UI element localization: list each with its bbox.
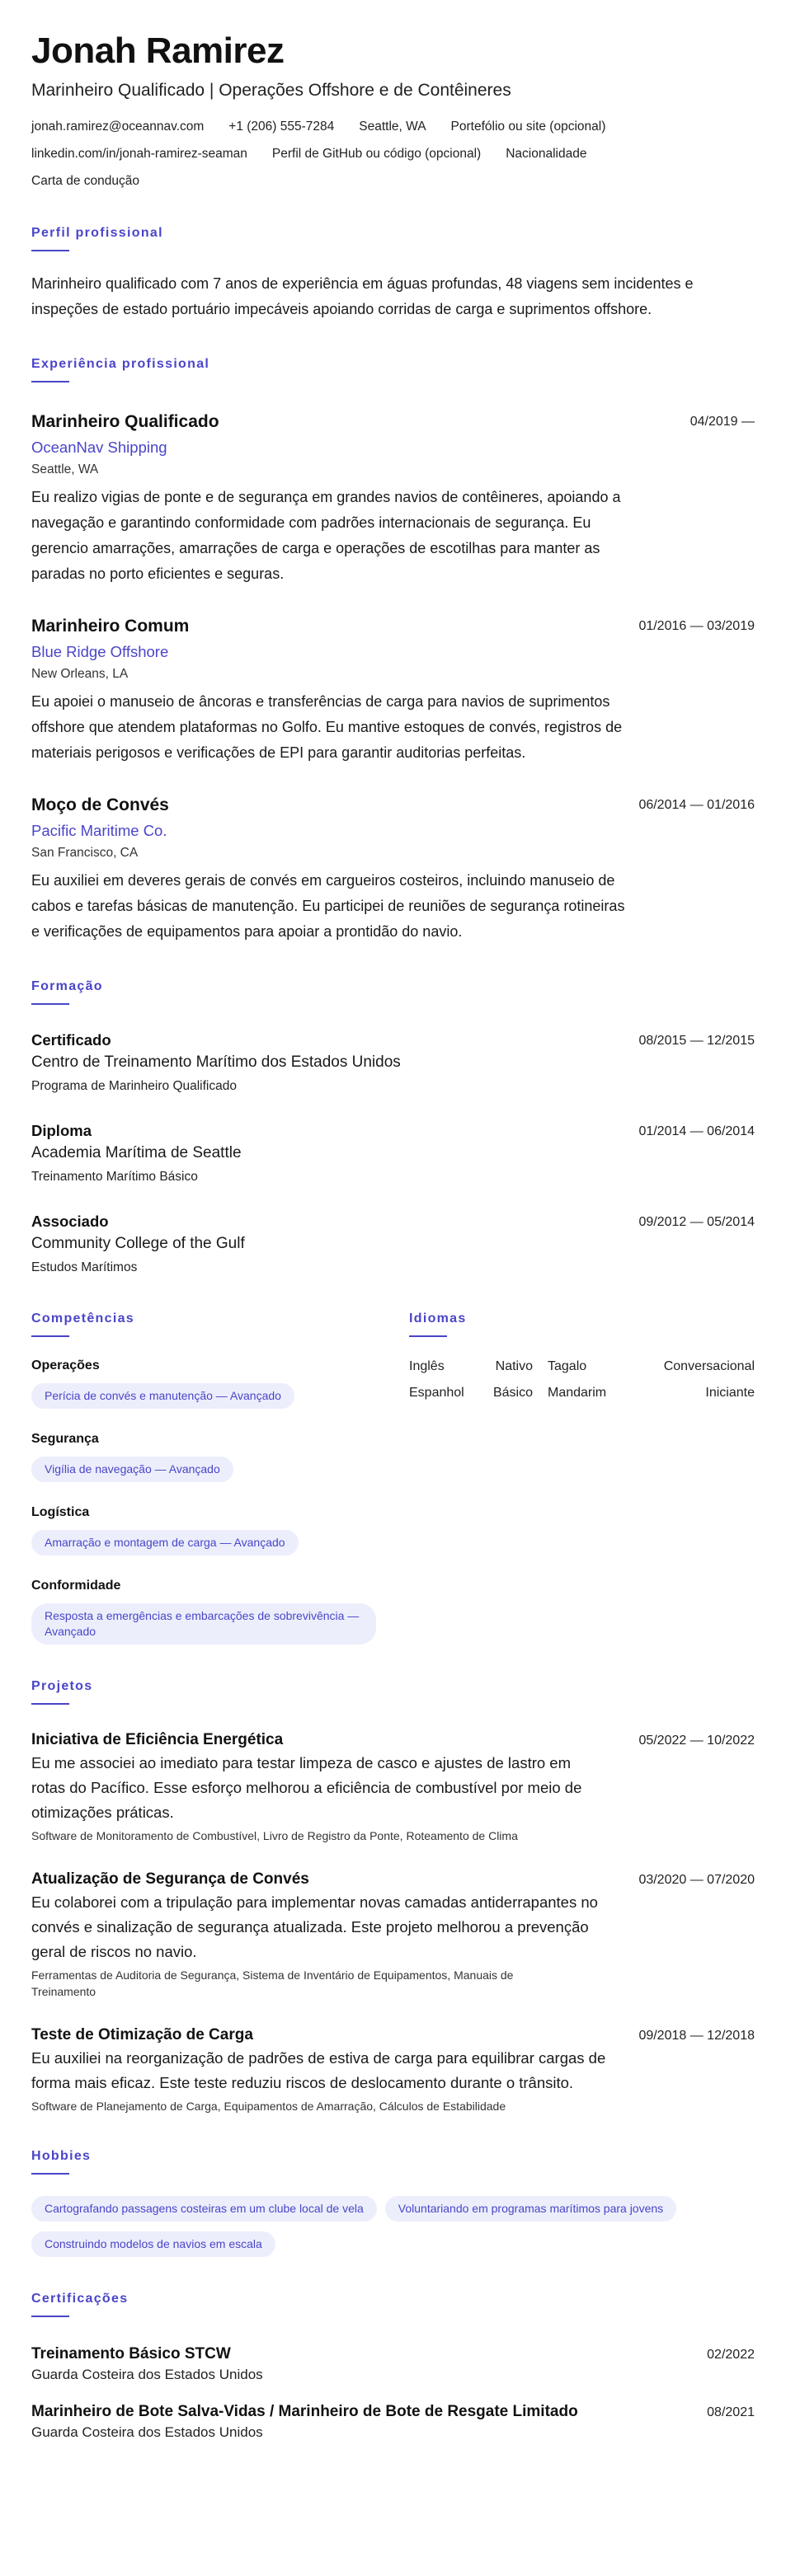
projects-section (31, 1677, 755, 2114)
summary-section (31, 224, 755, 322)
hobbies-section (31, 2147, 755, 2257)
project-description: Eu colaborei com a tripulação para implementar novas camadas antiderrapantes no convés e sinalização de segurança atualizada. Este projeto melhorou a prevenção geral de riscos no navio. (31, 1893, 598, 1960)
project-technologies: Ferramentas de Auditoria de Segurança, Sistema de Inventário de Equipamentos, Manuais de Treinamento (31, 1968, 514, 1998)
project-name: Teste de Otimização de Carga (31, 2026, 253, 2043)
job-location: New Orleans, LA (31, 667, 129, 681)
education-institution: Community College of the Gulf (31, 1235, 245, 1252)
contact-email[interactable]: jonah.ramirez@oceannav.com (31, 120, 205, 134)
language-name: Inglês (409, 1359, 445, 1373)
job-title: Marinheiro Comum (31, 617, 190, 636)
certification-name: Treinamento Básico STCW (31, 2345, 231, 2363)
section-divider (31, 250, 69, 251)
experience-entry (31, 794, 755, 945)
skill-category: Segurança (31, 1432, 99, 1446)
project-technologies: Software de Planejamento de Carga, Equipamentos de Amarração, Cálculos de Estabilidade (31, 2100, 506, 2113)
contact-drivers-license: Carta de condução (31, 174, 139, 188)
contact-nationality: Nacionalidade (506, 147, 587, 161)
section-divider (31, 1335, 69, 1337)
section-title: Formação (31, 979, 103, 993)
language-name: Mandarim (548, 1386, 607, 1400)
education-section (31, 978, 755, 1277)
skill-category: Operações (31, 1358, 100, 1372)
language-row (409, 1383, 755, 1403)
section-title: Experiência profissional (31, 357, 210, 371)
education-field: Programa de Marinheiro Qualificado (31, 1079, 237, 1093)
education-institution: Centro de Treinamento Marítimo dos Estados Unidos (31, 1053, 401, 1071)
section-divider (31, 2316, 69, 2317)
project-entry (31, 1729, 755, 1844)
education-degree: Diploma (31, 1122, 92, 1139)
project-entry (31, 2025, 755, 2114)
job-description: Eu realizo vigias de ponte e de segurança em grandes navios de contêineres, apoiando a navegação e garantindo conformidade com padrões internacionais de segurança. Eu gerencio amarrações, amarrações de carga e operações de escotilhas para manter as paradas no porto eficientes e seguras. (31, 489, 621, 582)
project-description: Eu me associei ao imediato para testar limpeza de casco e ajustes de lastro em rotas do Pacífico. Esse esforço melhorou a eficiência de combustível por meio de otimizações práticas. (31, 1754, 582, 1821)
skill-category: Logística (31, 1505, 90, 1519)
education-field: Treinamento Marítimo Básico (31, 1170, 198, 1184)
skills-languages-row (31, 1310, 755, 1645)
education-dates: 09/2012 — 05/2014 (638, 1215, 755, 1229)
skill-chip: Resposta a emergências e embarcações de sobrevivência — Avançado (31, 1603, 376, 1645)
education-entry (31, 1211, 755, 1277)
job-company: Blue Ridge Offshore (31, 643, 169, 660)
section-title: Perfil profissional (31, 226, 163, 240)
language-level: Nativo (495, 1359, 533, 1373)
education-dates: 08/2015 — 12/2015 (638, 1034, 755, 1048)
job-location: San Francisco, CA (31, 846, 139, 860)
language-level: Básico (492, 1386, 533, 1400)
certification-entry (31, 2344, 755, 2385)
certification-issuer: Guarda Costeira dos Estados Unidos (31, 2367, 263, 2382)
certification-name: Marinheiro de Bote Salva-Vidas / Marinheiro de Bote de Resgate Limitado (31, 2403, 578, 2420)
contact-portfolio[interactable]: Portefólio ou site (opcional) (450, 120, 606, 134)
project-technologies: Software de Monitoramento de Combustível, Livro de Registro da Ponte, Roteamento de Clima (31, 1829, 518, 1842)
education-degree: Certificado (31, 1031, 111, 1049)
skill-chip: Amarração e montagem de carga — Avançado (31, 1530, 299, 1555)
certification-date: 08/2021 (707, 2405, 755, 2419)
job-title: Marinheiro Qualificado (31, 412, 219, 431)
certification-date: 02/2022 (707, 2348, 755, 2362)
certification-entry (31, 2401, 755, 2442)
resume-header (31, 30, 755, 191)
education-entry (31, 1030, 755, 1096)
experience-section (31, 355, 755, 945)
education-institution: Academia Marítima de Seattle (31, 1144, 242, 1161)
skills-section (31, 1310, 409, 1645)
job-company: Pacific Maritime Co. (31, 822, 167, 839)
job-dates: 04/2019 — (690, 415, 755, 429)
hobby-chip: Construindo modelos de navios em escala (31, 2231, 275, 2257)
project-dates: 03/2020 — 07/2020 (638, 1873, 755, 1887)
skill-chip: Vigília de navegação — Avançado (31, 1457, 233, 1482)
hobbies-list (31, 2189, 757, 2257)
candidate-name: Jonah Ramirez (31, 30, 285, 71)
language-level: Iniciante (705, 1386, 755, 1400)
skill-category: Conformidade (31, 1579, 121, 1593)
project-description: Eu auxiliei na reorganização de padrões de estiva de carga para equilibrar cargas de forma mais eficaz. Este teste reduziu riscos de deslocamento durante o trânsito. (31, 2049, 606, 2091)
job-description: Eu auxiliei em deveres gerais de convés em cargueiros costeiros, incluindo manuseio de cabos e tarefas básicas de manutenção. Eu participei de reuniões de segurança rotineiras e verificações de equipamentos para apoiar a prontidão do navio. (31, 872, 625, 940)
certifications-section (31, 2290, 755, 2442)
language-name: Tagalo (548, 1359, 587, 1373)
experience-entry (31, 615, 755, 766)
section-divider (31, 1703, 69, 1705)
section-title: Hobbies (31, 2149, 92, 2163)
contact-linkedin[interactable]: linkedin.com/in/jonah-ramirez-seaman (31, 147, 247, 161)
job-company: OceanNav Shipping (31, 439, 167, 456)
contact-location: Seattle, WA (359, 120, 426, 134)
candidate-headline: Marinheiro Qualificado | Operações Offshore e de Contêineres (31, 81, 511, 100)
certification-issuer: Guarda Costeira dos Estados Unidos (31, 2424, 263, 2440)
project-name: Iniciativa de Eficiência Energética (31, 1731, 284, 1748)
section-title: Competências (31, 1311, 134, 1326)
job-description: Eu apoiei o manuseio de âncoras e transferências de carga para navios de suprimentos offshore que atendem plataformas no Golfo. Eu mantive estoques de convés, registros de materiais perigosos e verificações de EPI para garantir auditorias perfeitas. (31, 693, 623, 761)
experience-entry (31, 411, 755, 587)
education-entry (31, 1120, 755, 1186)
project-dates: 05/2022 — 10/2022 (638, 1734, 755, 1748)
job-title: Moço de Convés (31, 795, 169, 814)
job-dates: 06/2014 — 01/2016 (638, 798, 755, 812)
contact-github[interactable]: Perfil de GitHub ou código (opcional) (271, 147, 482, 161)
section-divider (31, 1003, 69, 1005)
section-divider (31, 381, 69, 382)
languages-section (409, 1310, 755, 1645)
skill-chip: Perícia de convés e manutenção — Avançado (31, 1383, 294, 1409)
job-dates: 01/2016 — 03/2019 (638, 619, 755, 633)
education-field: Estudos Marítimos (31, 1260, 138, 1274)
hobby-chip: Voluntariando em programas marítimos para jovens (385, 2196, 676, 2222)
education-dates: 01/2014 — 06/2014 (638, 1124, 755, 1138)
section-divider (31, 2173, 69, 2175)
project-entry (31, 1869, 755, 2000)
contact-phone[interactable]: +1 (206) 555-7284 (228, 120, 335, 134)
section-divider (409, 1335, 447, 1337)
project-name: Atualização de Segurança de Convés (31, 1870, 309, 1888)
section-title: Certificações (31, 2292, 129, 2306)
summary-text: Marinheiro qualificado com 7 anos de experiência em águas profundas, 48 viagens sem incidentes e inspeções de estado portuário impecáveis apoiando corridas de carga e suprimentos offshore. (31, 275, 694, 317)
hobby-chip: Cartografando passagens costeiras em um clube local de vela (31, 2196, 377, 2222)
section-title: Idiomas (409, 1311, 467, 1326)
contact-info (31, 117, 716, 191)
education-degree: Associado (31, 1213, 109, 1230)
language-row (409, 1357, 755, 1377)
job-location: Seattle, WA (31, 462, 99, 476)
language-name: Espanhol (409, 1386, 464, 1400)
project-dates: 09/2018 — 12/2018 (638, 2029, 755, 2043)
section-title: Projetos (31, 1679, 93, 1693)
language-level: Conversacional (663, 1359, 755, 1373)
